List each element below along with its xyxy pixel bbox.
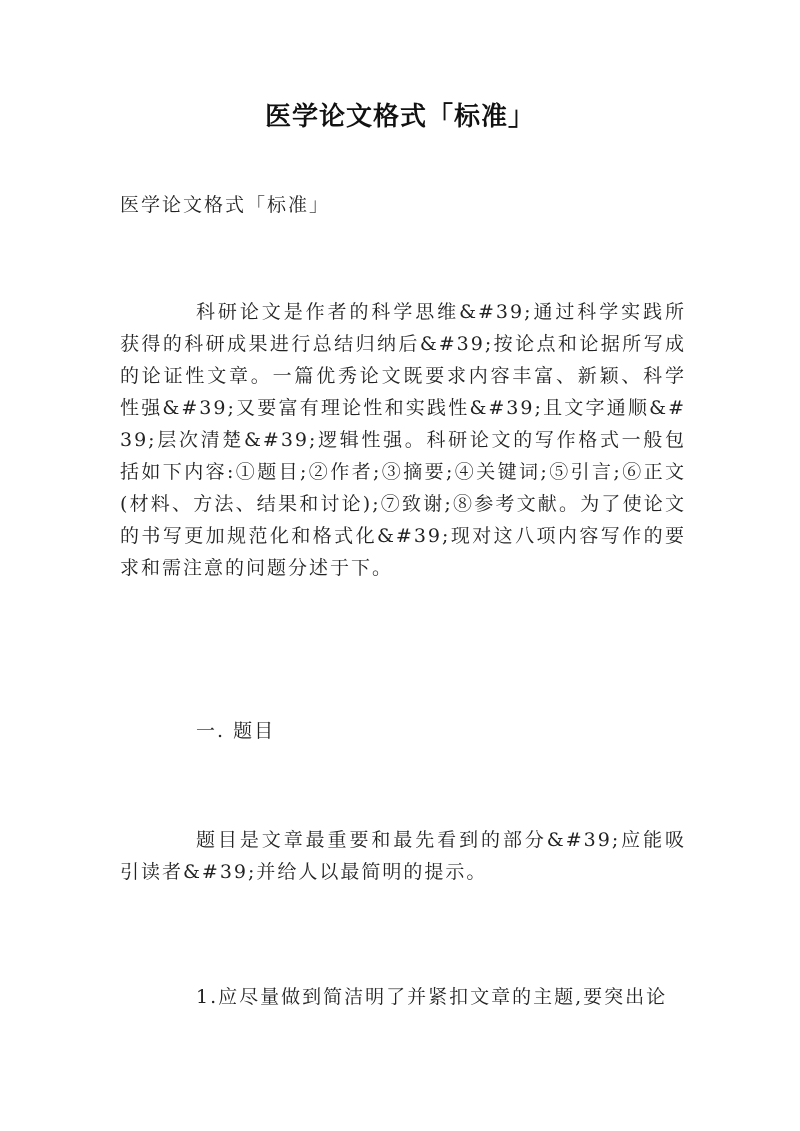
document-title: 医学论文格式「标准」 (264, 102, 535, 132)
title-section-paragraph: 题目是文章最重要和最先看到的部分&#39;应能吸引读者&#39;并给人以最简明的提示。 (120, 829, 686, 883)
intro-paragraph: 科研论文是作者的科学思维&#39;通过科学实践所获得的科研成果进行总结归纳后&#39;按论点和论据所写成的论证性文章。一篇优秀论文既要求内容丰富、新颖、科学性强&#39;又要富有理论性和实践性&#39;且文字通顺&#39;层次清楚&#39;逻辑性强。科研论文的写作格式一般包括如下内容:①题目;②作者;③摘要;④关键词;⑤引言;⑥正文(材料、方法、结果和讨论);⑦致谢;⑧参考文献。为了使论文的书写更加规范化和格式化&#39;现对这八项内容写作的要求和需注意的问题分述于下。 (120, 301, 686, 579)
document-subtitle: 医学论文格式「标准」 (120, 194, 331, 216)
title-rule-paragraph: 1.应尽量做到简洁明了并紧扣文章的主题,要突出论 (196, 986, 668, 1008)
section-heading: 一. 题目 (196, 720, 276, 742)
